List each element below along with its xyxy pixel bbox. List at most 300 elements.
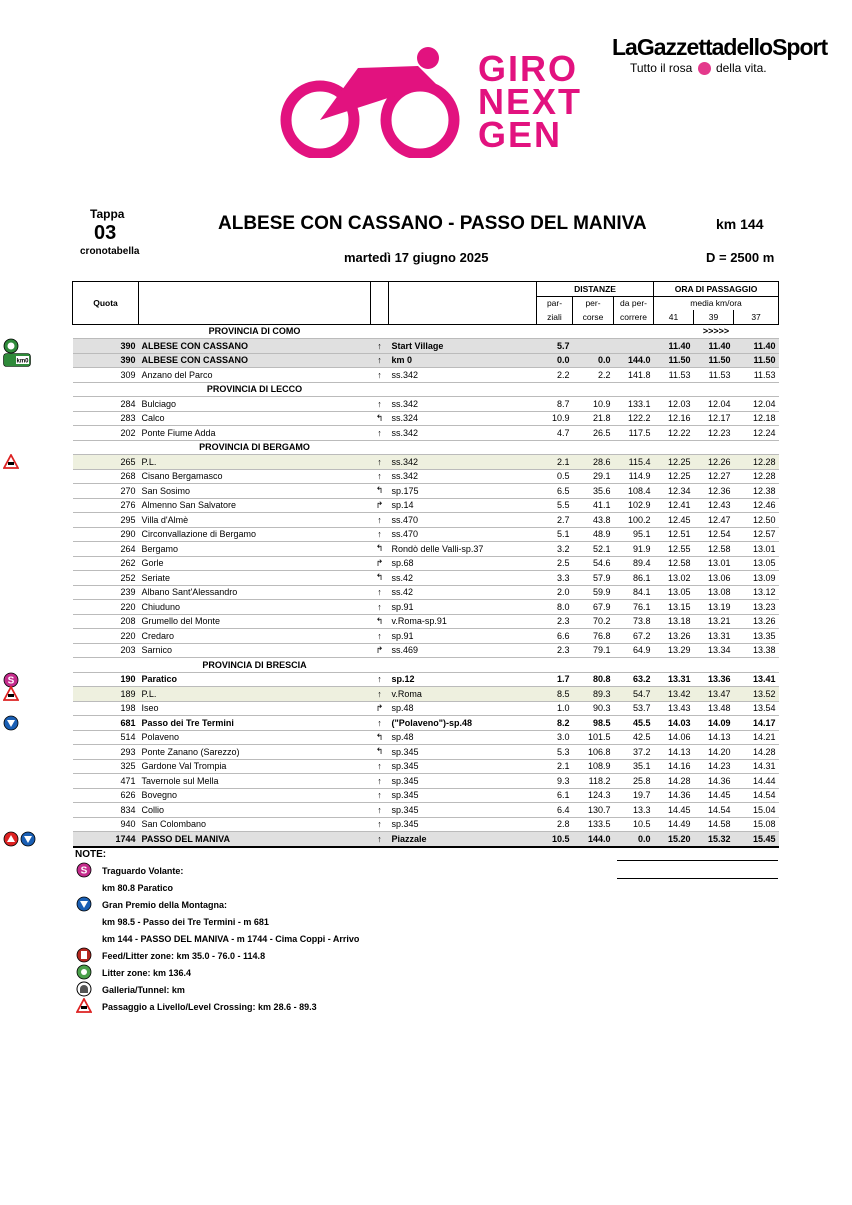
parziali-cell: 10.5: [537, 832, 573, 847]
route-row: [73, 759, 779, 774]
route-row: [73, 745, 779, 760]
province-name: PROVINCIA DI BRESCIA: [139, 658, 371, 673]
direction-arrow-icon: ↰: [371, 411, 389, 426]
location-cell: PASSO DEL MANIVA: [139, 832, 371, 847]
quota-cell: [73, 788, 139, 803]
time-41-cell: 12.58: [654, 556, 694, 571]
time-39-cell: 14.54: [694, 803, 734, 818]
parziali-cell: 2.1: [537, 455, 573, 470]
direction-arrow-icon: ↑: [371, 788, 389, 803]
time-arrow: [654, 382, 779, 397]
quota-cell: [73, 513, 139, 528]
time-39-cell: 13.36: [694, 672, 734, 687]
time-39-cell: 12.17: [694, 411, 734, 426]
direction-arrow-icon: ↑: [371, 455, 389, 470]
percorse-cell: 130.7: [573, 803, 614, 818]
route-row: [73, 672, 779, 687]
parziali-cell: 8.2: [537, 716, 573, 731]
parziali-cell: 2.2: [537, 368, 573, 383]
direction-arrow-icon: ↑: [371, 513, 389, 528]
road-cell: sp.345: [389, 803, 537, 818]
time-37-cell: 15.04: [734, 803, 779, 818]
location-cell: Bergamo: [139, 542, 371, 557]
direction-arrow-icon: ↱: [371, 556, 389, 571]
road-cell: sp.345: [389, 817, 537, 832]
percorse-cell: 10.9: [573, 397, 614, 412]
route-row: [73, 397, 779, 412]
dapercorrere-cell: 102.9: [614, 498, 654, 513]
direction-arrow-icon: ↰: [371, 484, 389, 499]
percorse-cell: 67.9: [573, 600, 614, 615]
route-row: [73, 585, 779, 600]
quota-cell: [7, 672, 139, 687]
quota-value: 293: [120, 746, 136, 757]
route-row: [73, 542, 779, 557]
direction-arrow-icon: ↑: [371, 426, 389, 441]
parziali-cell: 2.5: [537, 556, 573, 571]
level-crossing-icon: [3, 686, 19, 704]
location-cell: Gorle: [139, 556, 371, 571]
svg-text:S: S: [7, 675, 14, 686]
time-37-cell: 12.28: [734, 469, 779, 484]
percorse-cell: [573, 339, 614, 354]
quota-value: 626: [120, 790, 136, 801]
direction-arrow-icon: ↑: [371, 672, 389, 687]
quota-cell: [73, 397, 139, 412]
time-41-cell: 12.03: [654, 397, 694, 412]
quota-value: 202: [120, 427, 136, 438]
note-item: Litter zone: km 136.4: [102, 968, 192, 978]
direction-arrow-icon: ↰: [371, 571, 389, 586]
time-39-cell: 12.54: [694, 527, 734, 542]
parziali-cell: 6.6: [537, 629, 573, 644]
quota-value: 390: [120, 355, 136, 366]
time-37-cell: 13.38: [734, 643, 779, 658]
dapercorrere-cell: 53.7: [614, 701, 654, 716]
time-37-cell: 12.28: [734, 455, 779, 470]
location-cell: Credaro: [139, 629, 371, 644]
route-row: [73, 817, 779, 832]
quota-value: 264: [120, 543, 136, 554]
dapercorrere-cell: 95.1: [614, 527, 654, 542]
time-37-cell: 11.50: [734, 353, 779, 368]
direction-arrow-icon: ↑: [371, 368, 389, 383]
quota-cell: [73, 527, 139, 542]
time-41-cell: 14.16: [654, 759, 694, 774]
direction-arrow-icon: ↑: [371, 629, 389, 644]
rose-icon: [698, 62, 711, 75]
dapercorrere-cell: 84.1: [614, 585, 654, 600]
time-37-cell: 13.35: [734, 629, 779, 644]
direction-arrow-icon: ↑: [371, 774, 389, 789]
time-41-cell: 13.29: [654, 643, 694, 658]
quota-value: 220: [120, 630, 136, 641]
location-cell: P.L.: [139, 455, 371, 470]
location-cell: Cisano Bergamasco: [139, 469, 371, 484]
quota-cell: [73, 629, 139, 644]
dapercorrere-cell: 25.8: [614, 774, 654, 789]
percorse-cell: 70.2: [573, 614, 614, 629]
time-37-cell: 13.01: [734, 542, 779, 557]
speed-header: 37: [734, 310, 779, 324]
quota-value: 270: [120, 485, 136, 496]
quota-cell: [73, 600, 139, 615]
dapercorrere-cell: 63.2: [614, 672, 654, 687]
quota-cell: [73, 484, 139, 499]
dapercorrere-cell: 115.4: [614, 455, 654, 470]
percorse-cell: 29.1: [573, 469, 614, 484]
location-cell: Albano Sant'Alessandro: [139, 585, 371, 600]
parziali-cell: 3.2: [537, 542, 573, 557]
dapercorrere-cell: 0.0: [614, 832, 654, 847]
parziali-cell: 5.3: [537, 745, 573, 760]
time-41-cell: 12.34: [654, 484, 694, 499]
route-row: [73, 788, 779, 803]
location-cell: ALBESE CON CASSANO: [139, 339, 371, 354]
parziali-cell: 10.9: [537, 411, 573, 426]
route-table: [7, 281, 779, 848]
quota-cell: [73, 469, 139, 484]
percorse-cell: 52.1: [573, 542, 614, 557]
distanze-header: DISTANZE: [537, 282, 654, 297]
road-cell: ss.342: [389, 368, 537, 383]
percorse-cell: 76.8: [573, 629, 614, 644]
cyclist-logo-icon: [268, 46, 468, 158]
route-row: [73, 629, 779, 644]
quota-value: 276: [120, 500, 136, 511]
notes-title: NOTE:: [75, 849, 107, 860]
stage-elevation-gain: D = 2500 m: [706, 250, 775, 265]
gazzetta-tagline: [630, 61, 767, 75]
time-41-cell: 13.31: [654, 672, 694, 687]
direction-arrow-icon: ↑: [371, 469, 389, 484]
route-row: [73, 571, 779, 586]
quota-value: 265: [120, 456, 136, 467]
time-37-cell: 13.05: [734, 556, 779, 571]
time-39-cell: 15.32: [694, 832, 734, 847]
route-table-body: [7, 324, 779, 847]
time-37-cell: 15.45: [734, 832, 779, 847]
quota-cell: [73, 556, 139, 571]
finish-icon: [3, 831, 37, 849]
quota-value: 295: [120, 514, 136, 525]
time-39-cell: 12.23: [694, 426, 734, 441]
time-39-cell: 13.19: [694, 600, 734, 615]
signature-line: [617, 878, 778, 879]
tappa-subtitle: cronotabella: [80, 246, 140, 257]
level-crossing-icon: [76, 998, 94, 1016]
province-name: PROVINCIA DI LECCO: [139, 382, 371, 397]
road-cell: sp.91: [389, 629, 537, 644]
location-cell: Chiuduno: [139, 600, 371, 615]
location-cell: San Colombano: [139, 817, 371, 832]
parziali-cell: 8.0: [537, 600, 573, 615]
route-row: [73, 774, 779, 789]
province-name: PROVINCIA DI BERGAMO: [139, 440, 371, 455]
note-item: km 144 - PASSO DEL MANIVA - m 1744 - Cima Coppi - Arrivo: [102, 934, 360, 944]
percorse-header: per-: [573, 296, 614, 310]
quota-value: 203: [120, 645, 136, 656]
route-row: [73, 716, 779, 731]
percorse-cell: 133.5: [573, 817, 614, 832]
quota-cell: [73, 411, 139, 426]
location-cell: Grumello del Monte: [139, 614, 371, 629]
dapercorrere-cell: 35.1: [614, 759, 654, 774]
time-37-cell: 14.21: [734, 730, 779, 745]
time-41-cell: 15.20: [654, 832, 694, 847]
location-cell: Bulciago: [139, 397, 371, 412]
direction-arrow-icon: ↑: [371, 759, 389, 774]
road-cell: sp.12: [389, 672, 537, 687]
quota-value: 325: [120, 761, 136, 772]
parziali-cell: 1.0: [537, 701, 573, 716]
tagline-right: della vita.: [715, 61, 767, 75]
dapercorrere-cell: 54.7: [614, 687, 654, 702]
time-39-cell: 13.31: [694, 629, 734, 644]
time-37-cell: 13.54: [734, 701, 779, 716]
location-cell: Ponte Fiume Adda: [139, 426, 371, 441]
road-cell: km 0: [389, 353, 537, 368]
location-cell: Sarnico: [139, 643, 371, 658]
time-41-cell: 12.25: [654, 469, 694, 484]
time-41-cell: 14.49: [654, 817, 694, 832]
percorse-cell: 98.5: [573, 716, 614, 731]
parziali-cell: 5.1: [537, 527, 573, 542]
percorse-cell: 90.3: [573, 701, 614, 716]
svg-text:km0: km0: [15, 358, 29, 364]
time-37-cell: 11.53: [734, 368, 779, 383]
dapercorrere-cell: 19.7: [614, 788, 654, 803]
percorse-cell: 144.0: [573, 832, 614, 847]
time-arrow: [654, 658, 779, 673]
road-cell: sp.91: [389, 600, 537, 615]
percorse-cell: 21.8: [573, 411, 614, 426]
location-cell: P.L.: [139, 687, 371, 702]
percorse-cell: 118.2: [573, 774, 614, 789]
kom-icon: [76, 896, 94, 914]
road-cell: sp.48: [389, 701, 537, 716]
time-41-cell: 14.45: [654, 803, 694, 818]
stage-date: martedì 17 giugno 2025: [344, 250, 489, 265]
quota-cell: [15, 353, 139, 368]
road-cell: sp.345: [389, 745, 537, 760]
wordmark-line: GIRO: [478, 48, 579, 89]
dapercorrere-cell: 108.4: [614, 484, 654, 499]
location-cell: Circonvallazione di Bergamo: [139, 527, 371, 542]
road-cell: ss.469: [389, 643, 537, 658]
percorse-cell: 57.9: [573, 571, 614, 586]
quota-cell: [73, 571, 139, 586]
location-cell: Bovegno: [139, 788, 371, 803]
location-cell: ALBESE CON CASSANO: [139, 353, 371, 368]
time-39-cell: 13.48: [694, 701, 734, 716]
province-row: [73, 382, 779, 397]
percorse-cell: 80.8: [573, 672, 614, 687]
note-item: km 98.5 - Passo dei Tre Termini - m 681: [102, 917, 269, 927]
parziali-cell: 0.0: [537, 353, 573, 368]
route-row: [73, 411, 779, 426]
time-41-cell: 11.53: [654, 368, 694, 383]
quota-cell: [73, 339, 139, 354]
dapercorrere-cell: 114.9: [614, 469, 654, 484]
location-cell: Polaveno: [139, 730, 371, 745]
time-37-cell: 12.18: [734, 411, 779, 426]
percorse-cell: 101.5: [573, 730, 614, 745]
route-row: [73, 701, 779, 716]
time-39-cell: 12.26: [694, 455, 734, 470]
time-37-cell: 14.31: [734, 759, 779, 774]
time-37-cell: 12.46: [734, 498, 779, 513]
percorse-cell: 124.3: [573, 788, 614, 803]
percorse-cell: 28.6: [573, 455, 614, 470]
time-39-cell: 14.20: [694, 745, 734, 760]
parziali-cell: 2.3: [537, 643, 573, 658]
parziali-cell: 8.5: [537, 687, 573, 702]
time-41-cell: 14.03: [654, 716, 694, 731]
route-row: [73, 614, 779, 629]
direction-arrow-icon: ↑: [371, 527, 389, 542]
parziali-cell: 8.7: [537, 397, 573, 412]
dapercorrere-cell: 89.4: [614, 556, 654, 571]
time-39-cell: 11.50: [694, 353, 734, 368]
quota-value: 309: [120, 369, 136, 380]
time-41-cell: 14.13: [654, 745, 694, 760]
road-cell: sp.175: [389, 484, 537, 499]
time-41-cell: 14.28: [654, 774, 694, 789]
road-cell: sp.48: [389, 730, 537, 745]
percorse-cell: 48.9: [573, 527, 614, 542]
province-row: [73, 440, 779, 455]
quota-cell: [73, 542, 139, 557]
route-row: [73, 513, 779, 528]
road-cell: sp.68: [389, 556, 537, 571]
time-41-cell: 12.22: [654, 426, 694, 441]
time-37-cell: 13.09: [734, 571, 779, 586]
wordmark-line: GEN: [478, 114, 563, 155]
location-cell: Anzano del Parco: [139, 368, 371, 383]
location-cell: Villa d'Almè: [139, 513, 371, 528]
time-39-cell: 12.47: [694, 513, 734, 528]
percorse-cell: 54.6: [573, 556, 614, 571]
road-cell: ss.42: [389, 585, 537, 600]
dapercorrere-cell: 76.1: [614, 600, 654, 615]
dapercorrere-cell: 122.2: [614, 411, 654, 426]
parziali-cell: 5.7: [537, 339, 573, 354]
parziali-header-2: ziali: [537, 310, 573, 324]
parziali-cell: 6.5: [537, 484, 573, 499]
quota-value: 283: [120, 413, 136, 424]
quota-value: 268: [120, 471, 136, 482]
time-41-cell: 13.26: [654, 629, 694, 644]
location-cell: Passo dei Tre Termini: [139, 716, 371, 731]
parziali-header: par-: [537, 296, 573, 310]
tappa-label: Tappa: [90, 207, 125, 221]
percorse-cell: 79.1: [573, 643, 614, 658]
quota-cell: [73, 585, 139, 600]
quota-value: 290: [120, 529, 136, 540]
road-cell: sp.14: [389, 498, 537, 513]
direction-arrow-icon: ↑: [371, 716, 389, 731]
signature-line: [617, 860, 778, 861]
dapercorrere-cell: 45.5: [614, 716, 654, 731]
direction-arrow-icon: ↰: [371, 745, 389, 760]
quota-value: 390: [120, 340, 136, 351]
parziali-cell: 6.4: [537, 803, 573, 818]
quota-cell: [73, 368, 139, 383]
time-39-cell: 11.53: [694, 368, 734, 383]
quota-cell: [73, 614, 139, 629]
stage-km: km 144: [716, 216, 764, 232]
route-row: [73, 556, 779, 571]
percorse-cell: 59.9: [573, 585, 614, 600]
time-39-cell: 13.47: [694, 687, 734, 702]
tagline-left: Tutto il rosa: [630, 61, 693, 75]
ora-header: ORA DI PASSAGGIO: [654, 282, 779, 297]
parziali-cell: 0.5: [537, 469, 573, 484]
level-crossing-icon: [3, 454, 19, 472]
direction-arrow-icon: ↰: [371, 614, 389, 629]
road-cell: ss.342: [389, 455, 537, 470]
direction-arrow-icon: ↑: [371, 832, 389, 847]
direction-arrow-icon: ↱: [371, 643, 389, 658]
direction-arrow-icon: ↑: [371, 397, 389, 412]
quota-header: Quota: [73, 296, 139, 310]
speed-header: 41: [654, 310, 694, 324]
dapercorrere-cell: 73.8: [614, 614, 654, 629]
note-item: Galleria/Tunnel: km: [102, 985, 185, 995]
time-37-cell: 14.44: [734, 774, 779, 789]
quota-value: 681: [120, 717, 136, 728]
quota-cell: [73, 498, 139, 513]
time-37-cell: 12.57: [734, 527, 779, 542]
route-row: [73, 687, 779, 702]
wordmark-line: NEXT: [478, 81, 583, 122]
road-cell: sp.345: [389, 788, 537, 803]
time-41-cell: 12.45: [654, 513, 694, 528]
time-41-cell: 13.15: [654, 600, 694, 615]
percorse-cell: 35.6: [573, 484, 614, 499]
parziali-cell: 9.3: [537, 774, 573, 789]
dapercorrere-cell: 141.8: [614, 368, 654, 383]
time-39-cell: 12.58: [694, 542, 734, 557]
litter-icon: [76, 964, 94, 982]
quota-cell: [73, 759, 139, 774]
direction-arrow-icon: ↑: [371, 353, 389, 368]
time-39-cell: 13.08: [694, 585, 734, 600]
direction-arrow-icon: ↱: [371, 701, 389, 716]
direction-arrow-icon: ↰: [371, 542, 389, 557]
route-row: [73, 730, 779, 745]
location-cell: Almenno San Salvatore: [139, 498, 371, 513]
time-39-cell: 13.01: [694, 556, 734, 571]
route-row: [73, 484, 779, 499]
location-cell: Collio: [139, 803, 371, 818]
quota-value: 284: [120, 398, 136, 409]
note-item: Passaggio a Livello/Level Crossing: km 28.6 - 89.3: [102, 1002, 317, 1012]
time-39-cell: 14.45: [694, 788, 734, 803]
road-cell: Piazzale: [389, 832, 537, 847]
road-cell: ss.470: [389, 527, 537, 542]
dapercorrere-cell: 91.9: [614, 542, 654, 557]
quota-cell: [73, 687, 139, 702]
time-37-cell: 13.23: [734, 600, 779, 615]
time-37-cell: 13.26: [734, 614, 779, 629]
time-41-cell: 13.18: [654, 614, 694, 629]
svg-text:S: S: [80, 865, 88, 877]
dapercorrere-cell: [614, 339, 654, 354]
time-37-cell: 14.28: [734, 745, 779, 760]
road-cell: sp.345: [389, 759, 537, 774]
